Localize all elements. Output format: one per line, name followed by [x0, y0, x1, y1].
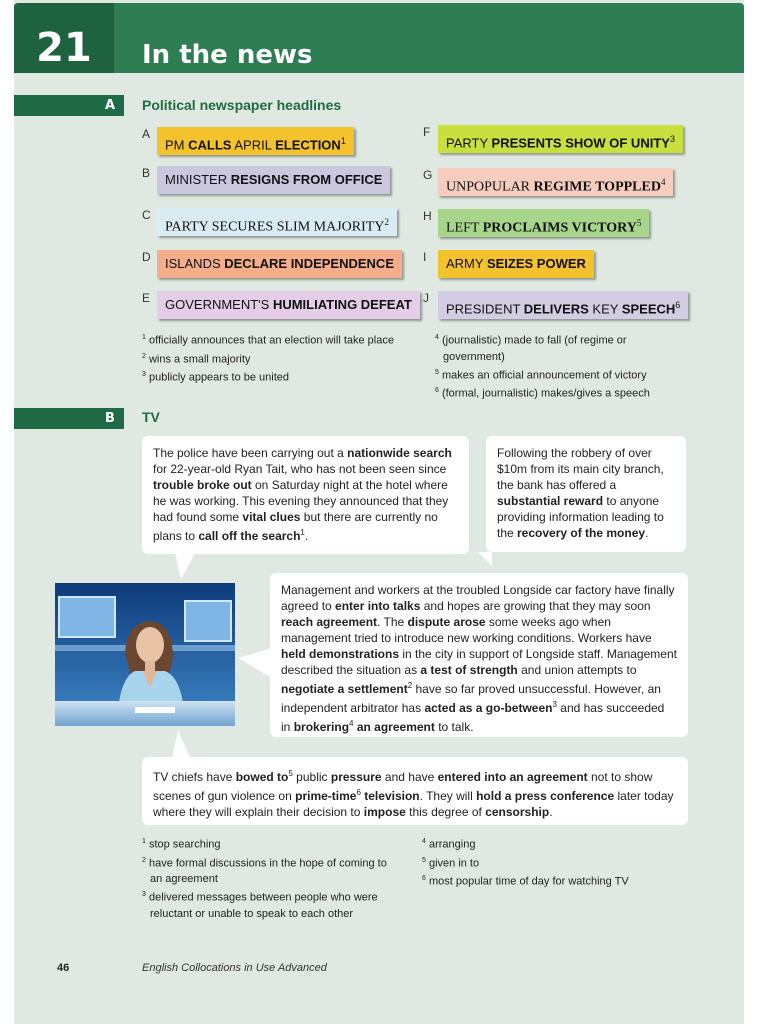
- news-bubble-car-factory: Management and workers at the troubled Longside car factory have finally agreed to enter into talks and hopes are growing that they may soon reach agreement. The dispute arose some weeks ago when management tried to introduce new working conditions. Workers have held demonstrations in the city in support of Longside staff. Management described the situation as a test of strength and union attempts to negotiate a settlement$^2$ have so far proved unsuccessful. However, an independent arbitrator has acted as a go-between$^3$ and has succeeded in brokering$^4$ an agreement to talk.: [270, 573, 688, 737]
- footnote: $^3$ publicly appears to be united: [142, 371, 290, 384]
- footnote: $^6$ most popular time of day for watching TV: [422, 875, 629, 888]
- headline-letter: F: [423, 125, 431, 139]
- headline-letter: E: [142, 291, 151, 305]
- bubble-4-tail: [172, 730, 190, 758]
- section-a-footnotes-left: [142, 330, 412, 386]
- headline-box: ISLANDS DECLARE INDEPENDENCE: [157, 250, 402, 278]
- headline-letter: C: [142, 208, 151, 222]
- footnote: $^4$ (journalistic) made to fall (of regime or government): [435, 334, 627, 363]
- footnote: $^2$ have formal discussions in the hope of coming to an agreement: [142, 856, 387, 886]
- footnote: $^5$ given in to: [422, 856, 480, 870]
- bubble-1-tail: [175, 553, 195, 579]
- unit-number: 21: [36, 25, 92, 71]
- bubble-2-tail: [478, 552, 492, 566]
- headline-box: PRESIDENT DELIVERS KEY SPEECH$^6$: [438, 291, 688, 319]
- section-a-title: Political newspaper headlines: [142, 97, 342, 113]
- section-a-footnotes-right: [435, 330, 675, 402]
- section-b-footnotes-right: [422, 834, 682, 890]
- headline-box: PARTY PRESENTS SHOW OF UNITY$^3$: [438, 125, 683, 153]
- footnote: $^1$ officially announces that an election will take place: [142, 334, 394, 347]
- headline-box: PARTY SECURES SLIM MAJORITY$^2$: [157, 208, 397, 236]
- footnote: $^4$ arranging: [422, 838, 476, 851]
- news-bubble-bank-robbery: Following the robbery of over $10m from its main city branch, the bank has offered a substantial reward to anyone providing information leading to the recovery of the money.: [486, 436, 686, 552]
- headline-box: LEFT PROCLAIMS VICTORY$^5$: [438, 209, 649, 237]
- footnote: $^3$ delivered messages between people who were reluctant or unable to speak to each other: [142, 891, 378, 920]
- headline-letter: A: [142, 127, 151, 141]
- footnote: $^6$ (formal, journalistic) makes/gives a speech: [435, 387, 650, 400]
- headline-box: GOVERNMENT'S HUMILIATING DEFEAT: [157, 291, 420, 319]
- headline-box: ARMY SEIZES POWER: [438, 250, 594, 278]
- section-b-footnotes-left: [142, 834, 392, 922]
- page-number: 46: [57, 962, 70, 974]
- unit-title: In the news: [142, 40, 313, 70]
- section-b-title: TV: [142, 409, 160, 425]
- headline-letter: H: [423, 209, 432, 223]
- headline-letter: I: [423, 250, 427, 264]
- footnote: $^2$ wins a small majority: [142, 352, 251, 366]
- headline-letter: G: [423, 168, 433, 182]
- headline-letter: D: [142, 250, 151, 264]
- news-bubble-police-search: The police have been carrying out a nationwide search for 22-year-old Ryan Tait, who has not been seen since trouble broke out on Saturday night at the hotel where he was working. This evening they announced that they had found some vital clues but there are currently no plans to call off the search$^1$.: [142, 436, 469, 554]
- footnote: $^5$ makes an official announcement of victory: [435, 368, 647, 382]
- headline-letter: B: [142, 166, 151, 180]
- news-bubble-tv-chiefs: TV chiefs have bowed $to^5$ public pressure and have entered into an agreement not to show scenes of gun violence on prime-time$^6$ television. They will hold a press conference later today where they will explain their decision to impose this degree of censorship.: [142, 757, 688, 825]
- headline-box: MINISTER RESIGNS FROM OFFICE: [157, 166, 390, 194]
- headline-box: UNPOPULAR REGIME TOPPLED$^4$: [438, 168, 673, 196]
- section-b-letter: B: [105, 411, 115, 426]
- footnote: $^1$ stop searching: [142, 838, 221, 851]
- book-title: English Collocations in Use Advanced: [142, 962, 327, 974]
- bubble-3-tail: [238, 648, 272, 678]
- section-a-letter: A: [104, 98, 116, 113]
- news-anchor-photo: [55, 583, 235, 726]
- headline-box: PM CALLS APRIL ELECTION$^1$: [157, 127, 354, 155]
- headline-letter: J: [423, 291, 429, 305]
- unit-header: [14, 3, 744, 73]
